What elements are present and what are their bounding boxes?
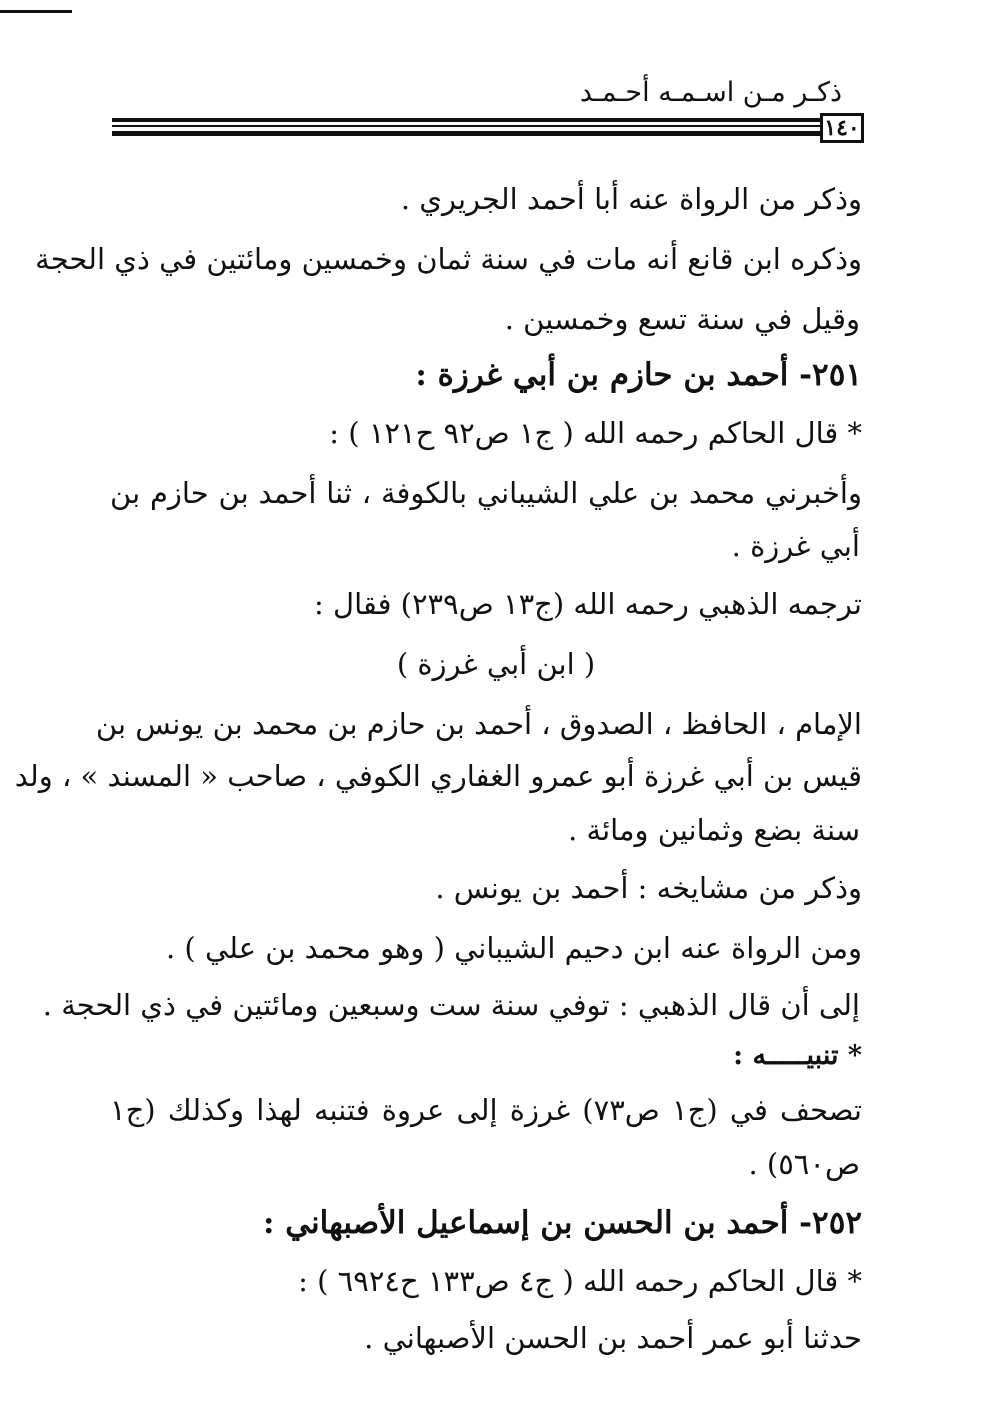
body-line-2: وذكره ابن قانع أنه مات في سنة ثمان وخمسين ومائتين في ذي الحجة xyxy=(35,242,862,276)
entry-heading-252: ٢٥٢- أحمد بن الحسن بن إسماعيل الأصبهاني : xyxy=(262,1205,862,1241)
body-line-1: وذكر من الرواة عنه أبا أحمد الجريري . xyxy=(400,182,862,216)
body-line-20: * قال الحاكم رحمه الله ( ج٤ ص١٣٣ ح٦٩٢٤ ) : xyxy=(298,1264,862,1298)
body-line-3: وقيل في سنة تسع وخمسين . xyxy=(504,302,860,336)
body-line-15: إلى أن قال الذهبي : توفي سنة ست وسبعين ومائتين في ذي الحجة . xyxy=(42,988,860,1022)
page-number-box xyxy=(820,113,864,143)
note-heading: * تنبيـــــه : xyxy=(733,1040,862,1071)
body-line-21: حدثنا أبو عمر أحمد بن الحسن الأصبهاني . xyxy=(364,1321,862,1355)
body-line-7: أبي غرزة . xyxy=(731,529,860,563)
body-line-6: وأخبرني محمد بن علي الشيباني بالكوفة ، ثنا أحمد بن حازم بن xyxy=(110,476,862,510)
entry-heading-251: ٢٥١- أحمد بن حازم بن أبي غرزة : xyxy=(415,357,862,393)
header-rule-bottom xyxy=(112,131,820,136)
body-line-14: ومن الرواة عنه ابن دحيم الشيباني ( وهو محمد بن علي ) . xyxy=(165,931,862,965)
body-line-17: تصحف في (ج١ ص٧٣) غرزة إلى عروة فتنبه لهذا وكذلك (ج١ xyxy=(110,1093,863,1127)
body-line-12: سنة بضع وثمانين ومائة . xyxy=(568,813,860,847)
body-line-11: قيس بن أبي غرزة أبو عمرو الغفاري الكوفي ، صاحب « المسند » ، ولد xyxy=(14,759,862,793)
header-rule-middle xyxy=(112,125,820,127)
corner-mark xyxy=(0,10,72,13)
body-line-8: ترجمه الذهبي رحمه الله (ج١٣ ص٢٣٩) فقال : xyxy=(314,587,862,621)
body-line-5: * قال الحاكم رحمه الله ( ج١ ص٩٢ ح١٢١ ) : xyxy=(329,416,862,450)
header-rule-top xyxy=(112,118,820,122)
body-line-18: ص٥٦٠) . xyxy=(748,1147,860,1181)
page-number: ١٤٠ xyxy=(824,115,860,141)
subheading-ibn-abi-ghurza: ( ابن أبي غرزة ) xyxy=(396,647,596,681)
body-line-13: وذكر من مشايخه : أحمد بن يونس . xyxy=(435,871,862,905)
body-line-10: الإمام ، الحافظ ، الصدوق ، أحمد بن حازم بن محمد بن يونس بن xyxy=(95,707,862,741)
running-header-title: ذكـر مـن اسـمـه أحـمـد xyxy=(579,77,842,108)
